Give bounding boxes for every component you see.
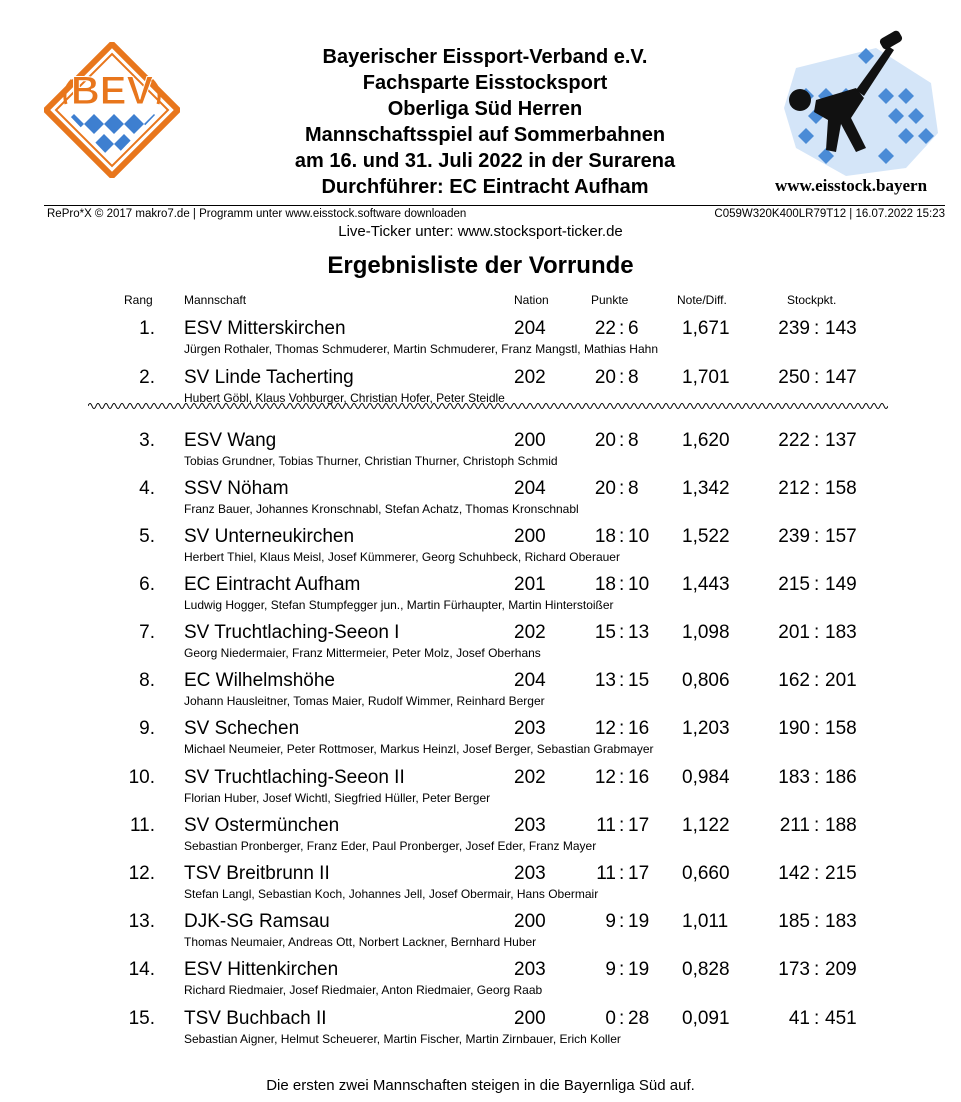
table-row [0, 670, 961, 720]
table-row [0, 574, 961, 624]
row-nation: 203 [514, 718, 546, 739]
row-points-for: 20 [594, 367, 616, 388]
row-points-for: 9 [605, 959, 616, 980]
row-rank: 9. [139, 718, 155, 739]
table-row [0, 430, 961, 480]
row-players: Thomas Neumaier, Andreas Ott, Norbert Lackner, Bernhard Huber [184, 935, 537, 949]
document-header [250, 44, 720, 200]
row-stock-against: 158 [825, 478, 857, 499]
row-note: 0,660 [682, 863, 730, 884]
document-code: C059W320K400LR79T12 | 16.07.2022 15:23 [714, 208, 945, 220]
header-divider [44, 205, 945, 206]
row-stock-against: 143 [825, 318, 857, 339]
row-rank: 14. [128, 959, 155, 980]
row-nation: 204 [514, 670, 546, 691]
row-stock-for: 239 [778, 318, 810, 339]
row-stock-for: 185 [778, 911, 810, 932]
points-separator: : [619, 670, 625, 691]
points-separator: : [619, 478, 625, 499]
row-note: 1,011 [682, 911, 729, 932]
row-nation: 200 [514, 911, 546, 932]
col-header-stock: Stockpkt. [787, 293, 837, 307]
row-stock-for: 190 [778, 718, 810, 739]
row-rank: 13. [128, 911, 155, 932]
row-stock-against: 147 [825, 367, 857, 388]
row-nation: 203 [514, 959, 546, 980]
row-players: Florian Huber, Josef Wichtl, Siegfried Hüller, Peter Berger [184, 791, 491, 805]
row-players: Johann Hausleitner, Tomas Maier, Rudolf Wimmer, Reinhard Berger [184, 694, 545, 708]
row-points-for: 20 [594, 478, 616, 499]
table-row [0, 863, 961, 913]
row-team: EC Wilhelmshöhe [184, 670, 335, 691]
row-players: Jürgen Rothaler, Thomas Schmuderer, Martin Schmuderer, Franz Mangstl, Mathias Hahn [184, 342, 658, 356]
stock-separator: : [814, 767, 820, 788]
row-players: Richard Riedmaier, Josef Riedmaier, Anton Riedmaier, Georg Raab [184, 983, 543, 997]
row-points-against: 15 [628, 670, 650, 691]
stock-separator: : [814, 959, 820, 980]
stock-separator: : [814, 863, 820, 884]
row-points-against: 17 [628, 863, 650, 884]
row-stock-for: 183 [778, 767, 810, 788]
row-players: Michael Neumeier, Peter Rottmoser, Markus Heinzl, Josef Berger, Sebastian Grabmayer [184, 742, 654, 756]
row-stock-against: 149 [825, 574, 857, 595]
row-points-for: 11 [596, 863, 616, 884]
row-nation: 203 [514, 863, 546, 884]
row-points-for: 20 [594, 430, 616, 451]
points-separator: : [619, 863, 625, 884]
points-separator: : [619, 959, 625, 980]
table-row [0, 1008, 961, 1058]
row-players: Herbert Thiel, Klaus Meisl, Josef Kümmerer, Georg Schuhbeck, Richard Oberauer [184, 550, 620, 564]
row-team: TSV Buchbach II [184, 1008, 327, 1029]
stock-separator: : [814, 526, 820, 547]
row-note: 0,091 [682, 1008, 730, 1029]
row-rank: 12. [128, 863, 155, 884]
table-row [0, 767, 961, 817]
row-rank: 3. [139, 430, 155, 451]
row-rank: 4. [139, 478, 155, 499]
row-stock-for: 142 [778, 863, 810, 884]
row-stock-for: 201 [778, 622, 810, 643]
eisstock-site-text: www.eisstock.bayern [774, 176, 928, 195]
row-stock-against: 209 [825, 959, 857, 980]
col-header-nation: Nation [514, 293, 549, 307]
table-row [0, 959, 961, 1009]
row-points-against: 19 [628, 959, 650, 980]
row-rank: 10. [128, 767, 155, 788]
header-line-2: Fachsparte Eisstocksport [362, 72, 608, 94]
row-note: 0,806 [682, 670, 730, 691]
points-separator: : [619, 815, 625, 836]
row-points-against: 28 [628, 1008, 650, 1029]
points-separator: : [619, 911, 625, 932]
row-stock-for: 222 [778, 430, 810, 451]
col-header-note: Note/Diff. [677, 293, 727, 307]
bev-logo-text: BEV [70, 69, 154, 113]
row-players: Sebastian Pronberger, Franz Eder, Paul Pronberger, Josef Eder, Franz Mayer [184, 839, 597, 853]
stock-separator: : [814, 670, 820, 691]
table-row [0, 815, 961, 865]
row-points-for: 0 [605, 1008, 616, 1029]
row-stock-against: 137 [825, 430, 857, 451]
row-stock-against: 215 [825, 863, 857, 884]
row-nation: 202 [514, 767, 546, 788]
row-stock-against: 451 [825, 1008, 857, 1029]
table-row [0, 526, 961, 576]
row-note: 1,522 [682, 526, 730, 547]
row-note: 1,098 [682, 622, 730, 643]
points-separator: : [619, 526, 625, 547]
stock-separator: : [814, 367, 820, 388]
row-rank: 7. [139, 622, 155, 643]
row-team: SV Ostermünchen [184, 815, 340, 836]
row-team: TSV Breitbrunn II [184, 863, 330, 884]
row-note: 1,203 [682, 718, 730, 739]
row-points-for: 15 [594, 622, 616, 643]
eisstock-logo [756, 28, 946, 198]
row-note: 0,984 [682, 767, 730, 788]
row-team: EC Eintracht Aufham [184, 574, 361, 595]
row-nation: 202 [514, 622, 546, 643]
header-line-3: Oberliga Süd Herren [387, 98, 583, 120]
stock-separator: : [814, 1008, 820, 1029]
stock-separator: : [814, 815, 820, 836]
row-points-against: 16 [628, 718, 650, 739]
points-separator: : [619, 767, 625, 788]
stock-separator: : [814, 318, 820, 339]
row-note: 1,122 [682, 815, 730, 836]
row-nation: 200 [514, 430, 546, 451]
row-points-against: 8 [628, 430, 639, 451]
row-points-for: 9 [605, 911, 616, 932]
row-team: SV Truchtlaching-Seeon II [184, 767, 405, 788]
row-note: 1,342 [682, 478, 730, 499]
col-header-points: Punkte [591, 293, 629, 307]
row-stock-for: 215 [778, 574, 810, 595]
row-rank: 6. [139, 574, 155, 595]
row-players: Hubert Göbl, Klaus Vohburger, Christian Hofer, Peter Steidle [184, 391, 505, 405]
row-points-for: 18 [594, 574, 616, 595]
row-rank: 15. [128, 1008, 155, 1029]
table-row [0, 318, 961, 368]
software-credit: RePro*X © 2017 makro7.de | Programm unter www.eisstock.software downloaden [47, 208, 467, 220]
row-points-against: 19 [628, 911, 650, 932]
stock-separator: : [814, 911, 820, 932]
row-stock-against: 157 [825, 526, 857, 547]
row-stock-against: 183 [825, 911, 857, 932]
row-points-against: 10 [628, 574, 650, 595]
row-stock-for: 41 [788, 1008, 810, 1029]
row-points-for: 12 [594, 718, 616, 739]
row-nation: 204 [514, 478, 546, 499]
stock-separator: : [814, 622, 820, 643]
points-separator: : [619, 1008, 625, 1029]
row-stock-for: 211 [779, 815, 810, 836]
row-team: SV Linde Tacherting [184, 367, 354, 388]
row-players: Tobias Grundner, Tobias Thurner, Christian Thurner, Christoph Schmid [184, 454, 558, 468]
points-separator: : [619, 718, 625, 739]
points-separator: : [619, 574, 625, 595]
row-stock-against: 201 [825, 670, 857, 691]
row-note: 1,701 [682, 367, 730, 388]
row-points-against: 16 [628, 767, 650, 788]
row-stock-for: 173 [778, 959, 810, 980]
row-points-against: 8 [628, 367, 639, 388]
points-separator: : [619, 622, 625, 643]
row-team: SSV Nöham [184, 478, 289, 499]
page-title: Ergebnisliste der Vorrunde [327, 252, 634, 279]
row-points-against: 10 [628, 526, 650, 547]
row-players: Ludwig Hogger, Stefan Stumpfegger jun., Martin Fürhaupter, Martin Hinterstoißer [184, 598, 614, 612]
row-team: ESV Mitterskirchen [184, 318, 346, 339]
row-stock-against: 183 [825, 622, 857, 643]
row-note: 1,443 [682, 574, 730, 595]
row-points-against: 13 [628, 622, 650, 643]
row-rank: 2. [139, 367, 155, 388]
row-rank: 8. [139, 670, 155, 691]
table-row [0, 718, 961, 768]
row-nation: 200 [514, 526, 546, 547]
row-points-for: 11 [596, 815, 616, 836]
row-points-for: 12 [594, 767, 616, 788]
points-separator: : [619, 318, 625, 339]
row-stock-against: 186 [825, 767, 857, 788]
promotion-note: Die ersten zwei Mannschaften steigen in die Bayernliga Süd auf. [266, 1077, 695, 1094]
header-line-5: am 16. und 31. Juli 2022 in der Surarena [294, 150, 676, 172]
row-stock-against: 188 [825, 815, 857, 836]
row-nation: 200 [514, 1008, 546, 1029]
row-points-for: 13 [594, 670, 616, 691]
stock-separator: : [814, 478, 820, 499]
row-players: Stefan Langl, Sebastian Koch, Johannes Jell, Josef Obermair, Hans Obermair [184, 887, 599, 901]
table-row [0, 911, 961, 961]
row-stock-for: 212 [778, 478, 810, 499]
row-stock-for: 250 [778, 367, 810, 388]
stock-separator: : [814, 718, 820, 739]
row-team: SV Unterneukirchen [184, 526, 355, 547]
row-nation: 203 [514, 815, 546, 836]
row-points-for: 22 [594, 318, 616, 339]
row-stock-against: 158 [825, 718, 857, 739]
points-separator: : [619, 367, 625, 388]
row-points-against: 8 [628, 478, 639, 499]
row-rank: 5. [139, 526, 155, 547]
row-team: DJK-SG Ramsau [184, 911, 330, 932]
row-stock-for: 239 [778, 526, 810, 547]
row-note: 0,828 [682, 959, 730, 980]
table-row [0, 478, 961, 528]
promotion-separator [88, 400, 888, 412]
row-nation: 201 [514, 574, 546, 595]
row-points-against: 6 [628, 318, 639, 339]
live-ticker-text: Live-Ticker unter: www.stocksport-ticker.de [338, 223, 623, 240]
header-line-1: Bayerischer Eissport-Verband e.V. [322, 46, 648, 68]
row-points-against: 17 [628, 815, 650, 836]
row-stock-for: 162 [778, 670, 810, 691]
header-line-6: Durchführer: EC Eintracht Aufham [321, 176, 649, 198]
row-team: ESV Hittenkirchen [184, 959, 339, 980]
row-note: 1,671 [682, 318, 730, 339]
col-header-team: Mannschaft [184, 293, 247, 307]
row-team: SV Schechen [184, 718, 300, 739]
header-line-4: Mannschaftsspiel auf Sommerbahnen [304, 124, 666, 146]
row-rank: 11. [129, 815, 155, 836]
row-players: Franz Bauer, Johannes Kronschnabl, Stefan Achatz, Thomas Kronschnabl [184, 502, 579, 516]
row-note: 1,620 [682, 430, 730, 451]
stock-separator: : [814, 574, 820, 595]
row-points-for: 18 [594, 526, 616, 547]
row-rank: 1. [139, 318, 155, 339]
points-separator: : [619, 430, 625, 451]
bev-logo [44, 42, 180, 178]
table-row [0, 622, 961, 672]
row-players: Georg Niedermaier, Franz Mittermeier, Peter Molz, Josef Oberhans [184, 646, 541, 660]
row-team: ESV Wang [184, 430, 277, 451]
row-players: Sebastian Aigner, Helmut Scheuerer, Martin Fischer, Martin Zirnbauer, Erich Koller [184, 1032, 621, 1046]
row-nation: 202 [514, 367, 546, 388]
stock-separator: : [814, 430, 820, 451]
row-nation: 204 [514, 318, 546, 339]
col-header-rank: Rang [124, 293, 153, 307]
row-team: SV Truchtlaching-Seeon I [184, 622, 400, 643]
